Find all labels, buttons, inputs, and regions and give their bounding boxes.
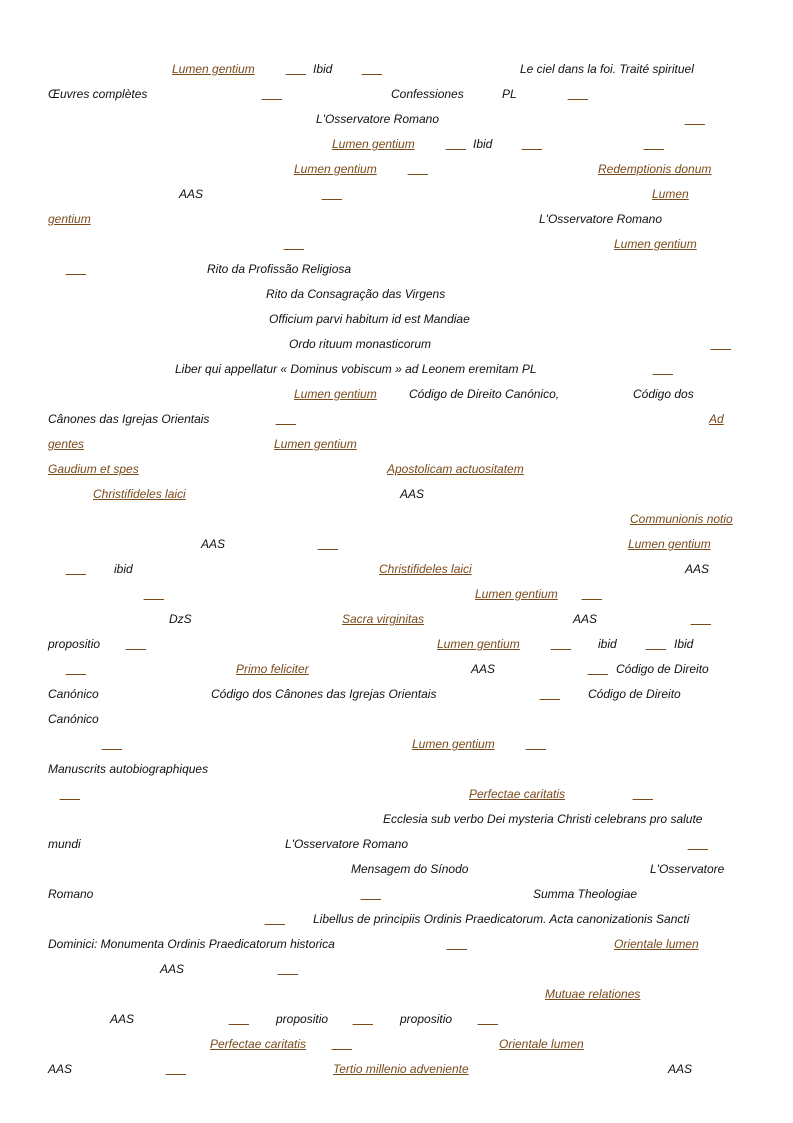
blank-link[interactable]: ___ bbox=[284, 237, 305, 251]
citation-text: Œuvres complètes bbox=[48, 87, 148, 101]
citation-text: Libellus de principiis Ordinis Praedicatorum. Acta canonizationis Sancti bbox=[313, 912, 690, 926]
reference-link[interactable]: Perfectae caritatis bbox=[469, 787, 566, 801]
blank-link[interactable]: ___ bbox=[447, 937, 468, 951]
citation-text: Romano bbox=[48, 887, 94, 901]
blank-link[interactable]: ___ bbox=[568, 87, 589, 101]
citation-text: Rito da Profissão Religiosa bbox=[207, 262, 352, 276]
reference-link[interactable]: Lumen gentium bbox=[412, 737, 495, 751]
blank-link[interactable]: ___ bbox=[286, 62, 307, 76]
citation-text: L'Osservatore Romano bbox=[539, 212, 663, 226]
blank-link[interactable]: ___ bbox=[332, 1037, 353, 1051]
text-line bbox=[0, 911, 793, 927]
text-line bbox=[0, 461, 793, 477]
reference-link[interactable]: Lumen gentium bbox=[274, 437, 357, 451]
text-line bbox=[0, 811, 793, 827]
citation-text: Ibid bbox=[674, 637, 694, 651]
blank-link[interactable]: ___ bbox=[685, 112, 706, 126]
reference-link[interactable]: Lumen gentium bbox=[614, 237, 697, 251]
blank-link[interactable]: ___ bbox=[644, 137, 665, 151]
reference-link[interactable]: Apostolicam actuositatem bbox=[387, 462, 524, 476]
reference-link[interactable]: Tertio millenio adveniente bbox=[333, 1062, 469, 1076]
citation-text: DzS bbox=[169, 612, 192, 626]
blank-link[interactable]: ___ bbox=[278, 962, 299, 976]
text-line bbox=[0, 361, 793, 377]
text-line bbox=[0, 861, 793, 877]
blank-link[interactable]: ___ bbox=[688, 837, 709, 851]
text-line bbox=[0, 311, 793, 327]
reference-link[interactable]: gentium bbox=[48, 212, 91, 226]
blank-link[interactable]: ___ bbox=[66, 262, 87, 276]
citation-text: Código dos bbox=[633, 387, 694, 401]
reference-link[interactable]: Christifideles laici bbox=[93, 487, 186, 501]
citation-text: AAS bbox=[179, 187, 204, 201]
text-line bbox=[0, 961, 793, 977]
citation-text: Confessiones bbox=[391, 87, 464, 101]
text-line bbox=[0, 611, 793, 627]
blank-link[interactable]: ___ bbox=[362, 62, 383, 76]
text-line bbox=[0, 386, 793, 402]
reference-link[interactable]: Lumen gentium bbox=[172, 62, 255, 76]
citation-text: AAS bbox=[160, 962, 185, 976]
reference-link[interactable]: Primo feliciter bbox=[236, 662, 309, 676]
text-line bbox=[0, 836, 793, 852]
citation-text: AAS bbox=[471, 662, 496, 676]
citation-text: AAS bbox=[685, 562, 710, 576]
blank-link[interactable]: ___ bbox=[318, 537, 339, 551]
citation-text: Summa Theologiae bbox=[533, 887, 638, 901]
citation-text: propositio bbox=[400, 1012, 453, 1026]
citation-text: L'Osservatore Romano bbox=[316, 112, 440, 126]
citation-text: AAS bbox=[573, 612, 598, 626]
blank-link[interactable]: ___ bbox=[711, 337, 732, 351]
text-line bbox=[0, 261, 793, 277]
reference-link[interactable]: Perfectae caritatis bbox=[210, 1037, 307, 1051]
reference-link[interactable]: Lumen gentium bbox=[294, 387, 377, 401]
citation-text: Officium parvi habitum id est Mandiae bbox=[269, 312, 470, 326]
text-line bbox=[0, 686, 793, 702]
reference-link[interactable]: Lumen gentium bbox=[332, 137, 415, 151]
reference-link[interactable]: Lumen bbox=[652, 187, 689, 201]
text-line bbox=[0, 211, 793, 227]
citation-text: Ibid bbox=[313, 62, 333, 76]
text-line bbox=[0, 586, 793, 602]
text-line bbox=[0, 236, 793, 252]
citation-text: propositio bbox=[48, 637, 101, 651]
blank-link[interactable]: ___ bbox=[144, 587, 165, 601]
reference-link[interactable]: Lumen gentium bbox=[628, 537, 711, 551]
blank-link[interactable]: ___ bbox=[582, 587, 603, 601]
text-line bbox=[0, 336, 793, 352]
blank-link[interactable]: ___ bbox=[478, 1012, 499, 1026]
citation-text: Canónico bbox=[48, 687, 99, 701]
blank-link[interactable]: ___ bbox=[66, 662, 87, 676]
text-line bbox=[0, 161, 793, 177]
text-line bbox=[0, 61, 793, 77]
citation-text: PL bbox=[502, 87, 517, 101]
blank-link[interactable]: ___ bbox=[66, 562, 87, 576]
text-line bbox=[0, 736, 793, 752]
citation-text: Código de Direito bbox=[588, 687, 681, 701]
citation-text: Ecclesia sub verbo Dei mysteria Christi celebrans pro salute bbox=[383, 812, 703, 826]
citation-text: AAS bbox=[110, 1012, 135, 1026]
blank-link[interactable]: ___ bbox=[353, 1012, 374, 1026]
citation-text: Dominici: Monumenta Ordinis Praedicatorum historica bbox=[48, 937, 335, 951]
reference-link[interactable]: Orientale lumen bbox=[614, 937, 699, 951]
reference-link[interactable]: Christifideles laici bbox=[379, 562, 472, 576]
blank-link[interactable]: ___ bbox=[166, 1062, 187, 1076]
blank-link[interactable]: ___ bbox=[691, 612, 712, 626]
blank-link[interactable]: ___ bbox=[262, 87, 283, 101]
citation-text: L'Osservatore bbox=[650, 862, 725, 876]
citation-text: Código dos Cânones das Igrejas Orientais bbox=[211, 687, 437, 701]
blank-link[interactable]: ___ bbox=[229, 1012, 250, 1026]
reference-link[interactable]: Lumen gentium bbox=[437, 637, 520, 651]
reference-link[interactable]: Redemptionis donum bbox=[598, 162, 712, 176]
blank-link[interactable]: ___ bbox=[446, 137, 467, 151]
text-line bbox=[0, 1011, 793, 1027]
reference-link[interactable]: Ad bbox=[709, 412, 724, 426]
reference-link[interactable]: Lumen gentium bbox=[475, 587, 558, 601]
text-line bbox=[0, 936, 793, 952]
citation-text: Liber qui appellatur « Dominus vobiscum » ad Leonem eremitam PL bbox=[175, 362, 537, 376]
citation-text: Le ciel dans la foi. Traité spirituel bbox=[520, 62, 694, 76]
blank-link[interactable]: ___ bbox=[276, 412, 297, 426]
citation-text: AAS bbox=[668, 1062, 693, 1076]
citation-text: propositio bbox=[276, 1012, 329, 1026]
text-line bbox=[0, 886, 793, 902]
reference-link[interactable]: gentes bbox=[48, 437, 85, 451]
citation-text: L'Osservatore Romano bbox=[285, 837, 409, 851]
blank-link[interactable]: ___ bbox=[633, 787, 654, 801]
citation-text: Ibid bbox=[473, 137, 493, 151]
text-line bbox=[0, 486, 793, 502]
reference-link[interactable]: Communionis notio bbox=[630, 512, 733, 526]
blank-link[interactable]: ___ bbox=[588, 662, 609, 676]
text-line bbox=[0, 511, 793, 527]
blank-link[interactable]: ___ bbox=[102, 737, 123, 751]
blank-link[interactable]: ___ bbox=[653, 362, 674, 376]
citation-text: Código de Direito Canónico, bbox=[409, 387, 560, 401]
citation-text: ibid bbox=[598, 637, 617, 651]
text-line bbox=[0, 1036, 793, 1052]
text-line bbox=[0, 1061, 793, 1077]
citation-text: ibid bbox=[114, 562, 133, 576]
blank-link[interactable]: ___ bbox=[646, 637, 667, 651]
text-line bbox=[0, 636, 793, 652]
blank-link[interactable]: ___ bbox=[265, 912, 286, 926]
citation-text: mundi bbox=[48, 837, 81, 851]
text-line bbox=[0, 536, 793, 552]
citation-text: Ordo rituum monasticorum bbox=[289, 337, 432, 351]
citation-text: AAS bbox=[48, 1062, 73, 1076]
text-line bbox=[0, 86, 793, 102]
text-line bbox=[0, 761, 793, 777]
text-line bbox=[0, 411, 793, 427]
citation-text: Cânones das Igrejas Orientais bbox=[48, 412, 210, 426]
blank-link[interactable]: ___ bbox=[408, 162, 429, 176]
text-line bbox=[0, 661, 793, 677]
blank-link[interactable]: ___ bbox=[361, 887, 382, 901]
blank-link[interactable]: ___ bbox=[526, 737, 547, 751]
blank-link[interactable]: ___ bbox=[126, 637, 147, 651]
citation-text: Mensagem do Sínodo bbox=[351, 862, 469, 876]
blank-link[interactable]: ___ bbox=[522, 137, 543, 151]
blank-link[interactable]: ___ bbox=[551, 637, 572, 651]
citation-text: Código de Direito bbox=[616, 662, 709, 676]
citation-text: Canónico bbox=[48, 712, 99, 726]
reference-link[interactable]: Sacra virginitas bbox=[342, 612, 425, 626]
reference-link[interactable]: Mutuae relationes bbox=[545, 987, 641, 1001]
text-line bbox=[0, 136, 793, 152]
reference-link[interactable]: Gaudium et spes bbox=[48, 462, 139, 476]
text-line bbox=[0, 286, 793, 302]
citation-text: Rito da Consagração das Virgens bbox=[266, 287, 446, 301]
citation-text: AAS bbox=[201, 537, 226, 551]
text-line bbox=[0, 436, 793, 452]
text-line bbox=[0, 786, 793, 802]
text-line bbox=[0, 561, 793, 577]
blank-link[interactable]: ___ bbox=[322, 187, 343, 201]
citation-text: Manuscrits autobiographiques bbox=[48, 762, 209, 776]
reference-link[interactable]: Lumen gentium bbox=[294, 162, 377, 176]
reference-link[interactable]: Orientale lumen bbox=[499, 1037, 584, 1051]
text-line bbox=[0, 111, 793, 127]
blank-link[interactable]: ___ bbox=[540, 687, 561, 701]
text-line bbox=[0, 186, 793, 202]
text-line bbox=[0, 711, 793, 727]
citation-text: AAS bbox=[400, 487, 425, 501]
text-line bbox=[0, 986, 793, 1002]
blank-link[interactable]: ___ bbox=[60, 787, 81, 801]
